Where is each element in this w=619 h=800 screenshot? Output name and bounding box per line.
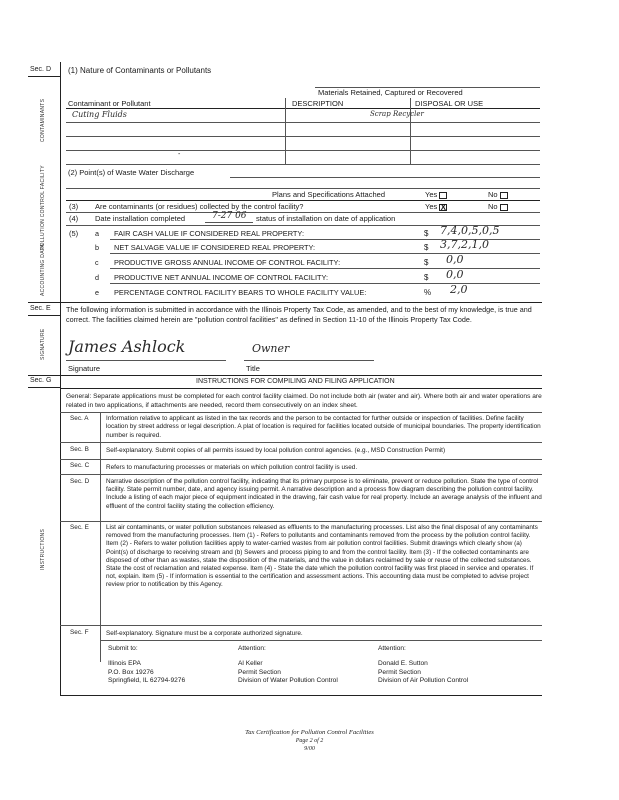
accounting-letter: b [95,243,99,252]
accounting-letter: d [95,273,99,282]
accounting-text: PRODUCTIVE NET ANNUAL INCOME OF CONTROL FACILITY: [114,273,329,282]
general-instructions: General: Separate applications must be completed for each control facility claimed. Do not include both air (water and air). Where both air and water operations are related in two applications, if attachments are needed, record them consecutively on an index sheet. [66,393,542,409]
pollution-control-facility-side-label: POLLUTION CONTROL FACILITY [40,165,46,250]
address-line: Permit Section [238,668,281,676]
sec-e-label-rule [28,315,60,316]
accounting-letter: e [95,288,99,297]
footer-page-number: Page 2 of 2 [295,738,324,744]
q3-no-label: No [488,202,498,211]
instr-rule-c [60,474,542,475]
instr-sec-e-text: List air contaminants, or water pollution substances released as effluents to the manufacturing processes. List also the final disposal of any contaminants removed from the manufacturing processes. Item (1) - Refers to pollutants and contaminants removed from the process by the pollution control facility. Item (2) - Refers to water pollution facilities apply to water-carried wastes from air pollution control facilities. Submit drawings which clearly show (a) Point(s) of discharge to receiving stream and (b) Sewers and process piping to and from the control facility. Item (3) - If the collected contaminants are disposed of other than as wastes, state the disposition of the materials, and the value in dollars reclaimed by sale or reuse of the collected substances. State the cost of reclamation and related expense. Item (4) - State the date which the pollution control facility was first placed in service and operates. If not, explain. Item (5) - If information is essential to the certification and assessment actions. This accounting data must be completed to advise project review prior to notification by this Agency. [106,524,538,589]
instr-sec-d-label: Sec. D [70,478,90,485]
instr-sec-d-text: Narrative description of the pollution control facility, indicating that its primary purpose is to eliminate, prevent or reduce pollution. State the type of control facility. State permit number, date, and agency issuing permit. A narrative description and a process flow diagram describing the pollution control facility. Include a listing of each major piece of equipment indicated in the drawing, fair cash value for real property. Include an average analysis of the influent and effluent of the control facility stating the collection efficiency. [106,478,542,510]
accounting-rule-d [110,283,540,284]
address-line: Division of Water Pollution Control [238,677,338,684]
general-rule [60,412,542,413]
plans-yes-checkbox[interactable] [439,192,447,199]
instr-sec-a-label: Sec. A [70,415,89,422]
plans-rule [66,200,540,201]
instr-sec-b-text: Self-explanatory. Submit copies of all permits issued by local pollution control agencies. (e.g., MSD Construction Permit) [106,447,446,454]
q5-number: (5) [69,229,79,238]
accounting-text: PRODUCTIVE GROSS ANNUAL INCOME OF CONTROL FACILITY: [114,258,341,267]
signature-handwritten: James Ashlock [68,337,186,356]
footer-revision-date: 9/00 [304,746,315,752]
accounting-rule-c [110,268,540,269]
contaminant-header: Contaminant or Pollutant [68,99,151,108]
submit-to-label: Submit to: [108,645,138,652]
accounting-value: 2,0 [450,283,468,296]
q4-date-line [205,222,253,223]
row-dash: - [178,151,181,158]
sec-g-label-rule [28,387,60,388]
materials-retained-header: Materials Retained, Captured or Recovered [318,88,463,97]
instr-rule-e [60,625,542,626]
title-line [244,360,374,361]
attention-label-1: Attention: [238,645,266,652]
plans-no-label: No [488,190,498,199]
instr-rule-d [60,521,542,522]
q4-text-pre: Date installation completed [95,214,186,223]
certification-statement: The following information is submitted in accordance with the Illinois Property Tax Code, as amended, and to the best of my knowledge, is true and correct. The facilities claimed herein are "pollution control facilities" as defined in Section 11-10 of the Illinois Property Tax Code. [66,305,532,324]
plans-attached-label: Plans and Specifications Attached [272,190,385,199]
accounting-unit: $ [424,258,429,267]
plans-no-checkbox[interactable] [500,192,508,199]
address-line: Division of Air Pollution Control [378,677,469,684]
instr-sec-f-label: Sec. F [70,629,89,636]
plans-yes-label: Yes [425,190,438,199]
instr-sec-c-text: Refers to manufacturing processes or materials on which pollution control facility is used. [106,464,358,471]
left-margin-rule [60,62,61,378]
footer-form-title: Tax Certification for Pollution Control Facilities [245,729,374,736]
contaminant-row-3 [66,150,540,151]
contaminant-header-rule [66,108,540,109]
plans-no-option[interactable] [488,190,508,199]
signature-side-label: SIGNATURE [40,328,46,360]
q3-no-checkbox[interactable] [500,204,508,211]
sec-d-bottom-rule [28,302,542,303]
q3-yes-label: Yes [425,202,438,211]
nature-of-contaminants-title: (1) Nature of Contaminants or Pollutants [68,66,212,75]
attention-label-2: Attention: [378,645,406,652]
plans-yes-option[interactable] [425,190,447,199]
accounting-letter: c [95,258,99,267]
signature-label: Signature [68,364,101,373]
sec-g-label: Sec. G [30,377,52,384]
disposal-handwritten: Scrap Recycler [370,110,424,118]
address-line: Permit Section [378,668,421,676]
points-of-discharge-label: (2) Point(s) of Waste Water Discharge [68,168,195,177]
sec-d-label: Sec. D [30,66,52,73]
instructions-header: INSTRUCTIONS FOR COMPILING AND FILING APPLICATION [196,378,395,385]
accounting-value: 3,7,2,1,0 [440,238,489,251]
sec-e-bottom-rule [28,375,542,376]
accounting-unit: $ [424,273,429,282]
q3-text: Are contaminants (or residues) collected by the control facility? [95,202,304,211]
discharge-row-2 [66,188,540,189]
instr-rule-b [60,459,542,460]
accounting-text: PERCENTAGE CONTROL FACILITY BEARS TO WHOLE FACILITY VALUE: [114,288,367,297]
contaminant-row-4 [66,164,540,165]
q4-date-handwritten: 7-27 06 [212,211,247,221]
accounting-unit: $ [424,243,429,252]
title-label: Title [246,364,260,373]
q3-yes-option[interactable] [425,202,447,211]
accounting-data-side-label: ACCOUNTING DATA [40,243,46,296]
accounting-text: NET SALVAGE VALUE IF CONSIDERED REAL PROPERTY: [114,243,316,252]
sec-d-label-rule [28,76,60,77]
address-line: Donald E. Sutton [378,660,428,667]
accounting-unit: $ [424,229,429,238]
contaminant-handwritten: Cuting Fluids [72,110,127,119]
instr-sec-f-text: Self-explanatory. Signature must be a corporate authorized signature. [106,630,303,637]
accounting-unit: % [424,288,432,297]
q3-yes-checkbox[interactable] [439,204,447,211]
instr-sec-e-label: Sec. E [70,524,89,531]
instr-rule-a [60,442,542,443]
address-line: Illinois EPA [108,660,141,667]
q4-text-post: status of installation on date of application [256,214,396,223]
sec-e-label: Sec. E [30,305,51,312]
contaminant-col-divider [285,98,286,164]
accounting-value: 7,4,0,5,0,5 [440,224,500,237]
instr-rule-f [100,640,542,641]
accounting-value: 0,0 [446,253,464,266]
instr-sec-b-label: Sec. B [70,446,89,453]
q4-number: (4) [69,214,79,223]
contaminant-row-1 [66,122,540,123]
q3-yes-checkmark: X [440,202,446,212]
instructions-bottom-rule [60,695,542,696]
address-line: Springfield, IL 62794-9276 [108,677,186,684]
q3-number: (3) [69,202,79,211]
title-handwritten: Owner [252,342,290,355]
air-pollution-contact [378,660,468,686]
q3-no-option[interactable] [488,202,508,211]
address-line: P.O. Box 19276 [108,668,154,676]
address-line: Al Keller [238,660,263,667]
instructions-side-label: INSTRUCTIONS [40,528,46,570]
accounting-text: FAIR CASH VALUE IF CONSIDERED REAL PROPERTY: [114,229,305,238]
water-pollution-contact [238,660,338,686]
contaminants-side-label: CONTAMINANTS [40,98,46,142]
instr-sec-a-text: Information relative to applicant as listed in the tax records and the person to be contacted for further outside or inspection of facilities. Define facility location by street address or legal description. A plat of location is required for facilities located outside of municipal boundaries. The property identification number is required. [106,415,541,439]
left-margin-rule-lower [60,375,61,695]
disposal-header: DISPOSAL OR USE [415,99,484,108]
signature-line [66,360,226,361]
accounting-rule-b [110,253,540,254]
instr-sec-c-label: Sec. C [70,462,90,469]
points-of-discharge-line [230,177,540,178]
q3-rule [66,212,540,213]
accounting-value: 0,0 [446,268,464,281]
accounting-letter: a [95,229,99,238]
illinois-epa-address [108,660,185,686]
contaminant-row-2 [66,136,540,137]
description-col-divider [410,98,411,164]
description-header: DESCRIPTION [292,99,344,108]
instructions-header-rule [60,388,542,389]
